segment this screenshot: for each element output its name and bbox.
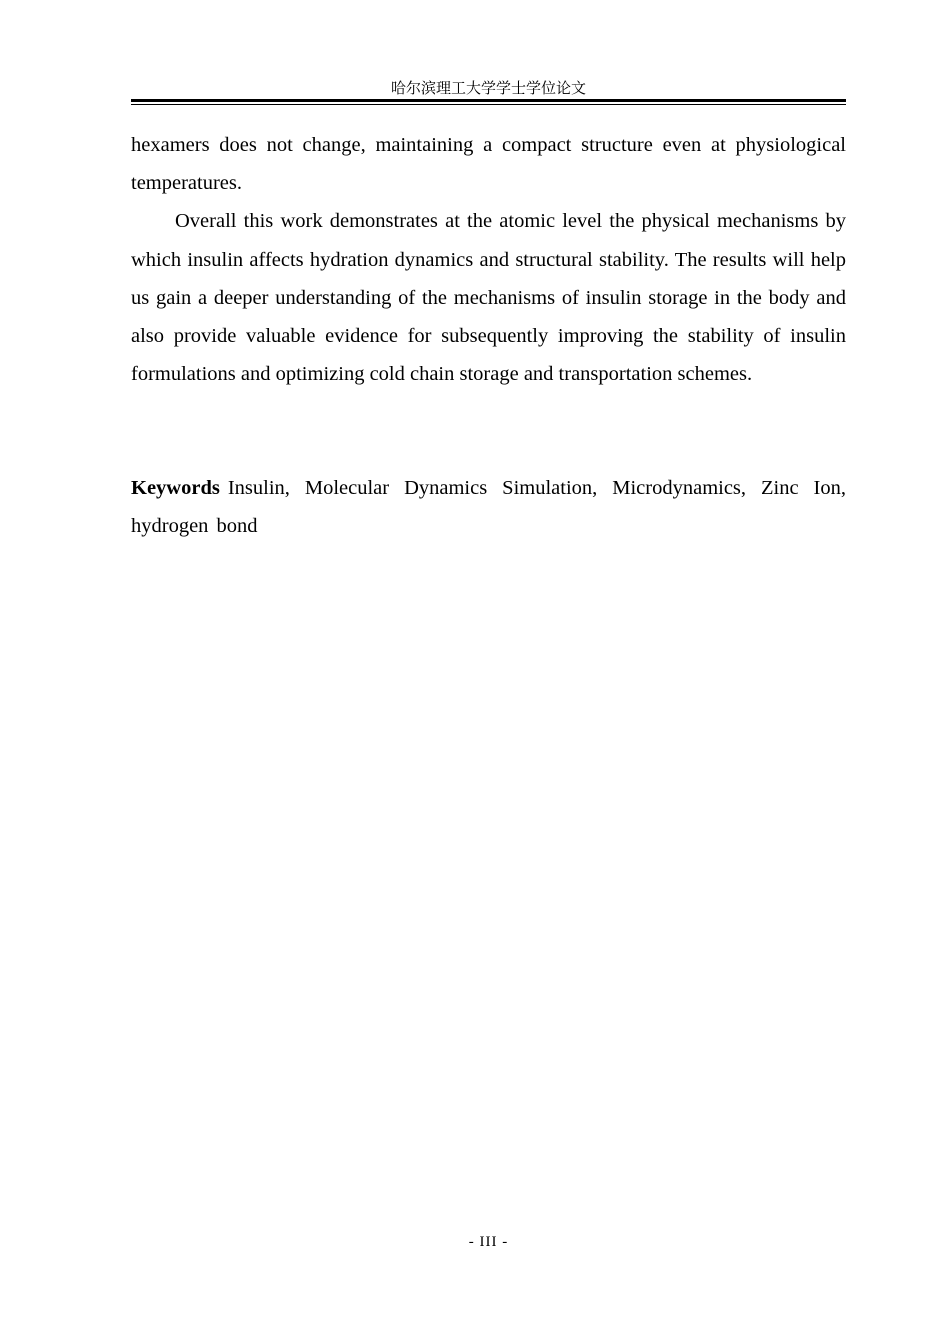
paragraph-overall: Overall this work demonstrates at the atomic level the physical mechanisms by which insulin affects hydration dynamics and structural stability. The results will help us gain a deeper understanding of the mechanisms of insulin storage in the body and also provide valuable evidence for subsequently improving the stability of insulin formulations and optimizing cold chain storage and transportation schemes.	[131, 210, 846, 386]
running-header: 哈尔滨理工大学学士学位论文	[390, 79, 586, 97]
paragraph-continuation: hexamers does not change, maintaining a compact structure even at physiological temperatures.	[131, 134, 846, 195]
header-rule-thin	[131, 104, 846, 105]
keywords-line	[131, 469, 846, 545]
header-rule-thick	[131, 99, 846, 102]
keywords-label: Keywords	[131, 477, 220, 499]
abstract-body	[131, 126, 846, 393]
keywords-text: Insulin, Molecular Dynamics Simulation, Microdynamics, Zinc Ion, hydrogen bond	[131, 477, 846, 538]
page-number: - III -	[468, 1234, 509, 1250]
